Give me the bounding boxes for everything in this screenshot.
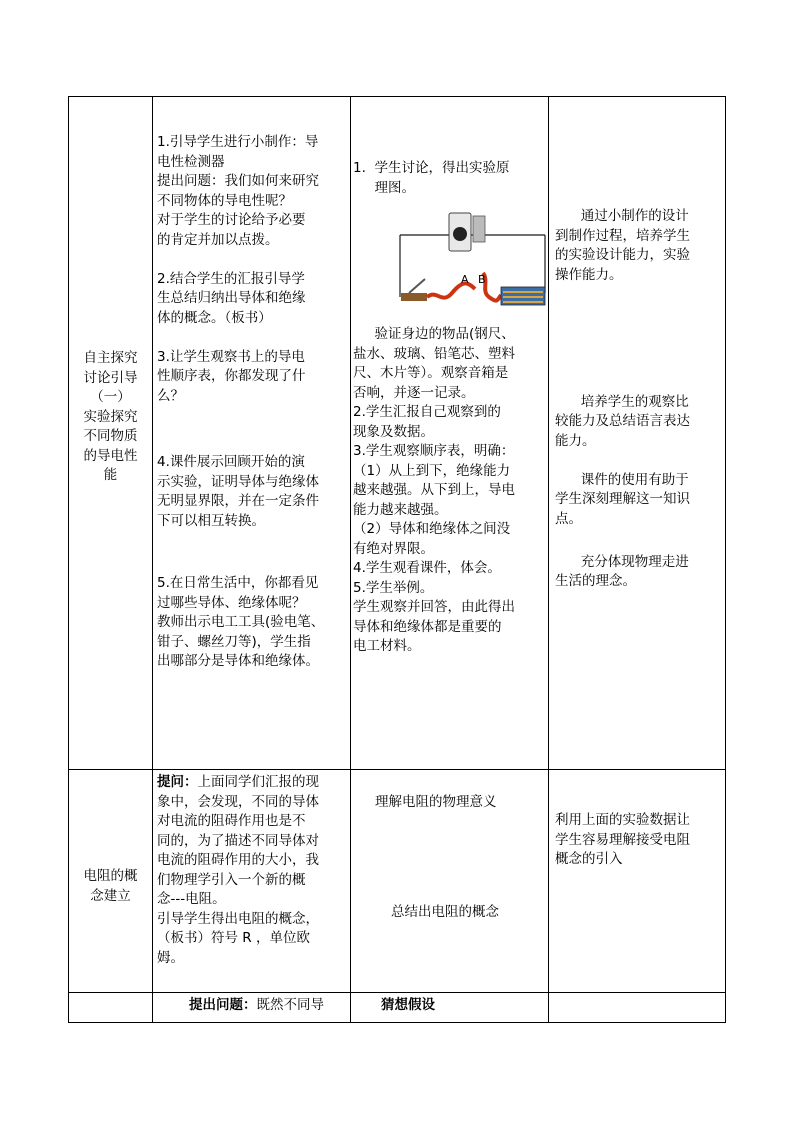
teacher-step-line: 无明显界限，并在一定条件 xyxy=(157,493,319,509)
column-divider xyxy=(152,97,153,1022)
teacher-step-line: 示实验，证明导体与绝缘体 xyxy=(157,473,319,490)
teacher-step-line: 教师出示电工工具(验电笔、 xyxy=(157,614,325,630)
student-step-line: （1）从上到下，绝缘能力 xyxy=(353,462,511,479)
question-label: 提问： xyxy=(157,774,198,790)
row1-student-activity-cell xyxy=(353,159,547,198)
row1-teacher-activity-cell xyxy=(157,133,349,672)
student-step-line: 否响，并逐一记录。 xyxy=(353,384,475,401)
stage-title-line: 能 xyxy=(103,467,118,483)
student-step-line: 1. 学生讨论，得出实验原 xyxy=(353,160,510,176)
student-step-line: 4.学生观看课件，体会。 xyxy=(353,560,501,576)
teacher-step-line: 象中，会发现，不同的导体 xyxy=(157,793,319,810)
teacher-step-line: 性顺序表，你都发现了什 xyxy=(157,368,306,384)
teacher-step-line: 姆。 xyxy=(157,949,184,966)
speaker-cone xyxy=(453,227,467,241)
student-step-line: 能力越来越强。 xyxy=(353,501,448,518)
teacher-step-line: 4.课件展示回顾开始的演 xyxy=(157,454,305,470)
student-step-line: 学生观察并回答，由此得出 xyxy=(353,599,515,615)
teacher-step-line: 同的，为了描述不同导体对 xyxy=(157,832,319,849)
teacher-step-line: 体的概念。（板书） xyxy=(157,309,272,326)
teacher-step-line: 么？ xyxy=(157,387,184,404)
teacher-step-line: 电性检测器 xyxy=(157,153,225,170)
switch-lever xyxy=(409,279,425,293)
stage-title-line: 电阻的概 xyxy=(83,868,138,884)
student-step-line: 尺、木片等）。观察音箱是 xyxy=(353,365,509,381)
design-intent-line: 学生深刻理解这一知识 xyxy=(555,491,690,507)
row2-design-intent-cell xyxy=(555,811,725,870)
teacher-step-line: 们物理学引入一个新的概 xyxy=(157,871,306,888)
row-divider xyxy=(69,992,725,993)
column-divider xyxy=(548,97,549,1022)
hypothesis-label: 猜想假设 xyxy=(381,997,435,1013)
design-intent-line: 课件的使用有助于 xyxy=(555,471,689,488)
row3-teacher-activity-cell xyxy=(189,996,349,1016)
switch-base-icon xyxy=(401,293,427,301)
teacher-step-line: 念---电阻。 xyxy=(157,891,226,907)
teacher-step-line: 提出问题：我们如何来研究 xyxy=(157,173,319,189)
teacher-step-line: 的肯定并加以点拨。 xyxy=(157,231,279,248)
student-step-line: 5.学生举例。 xyxy=(353,579,434,596)
design-intent-line: 生活的理念。 xyxy=(555,573,636,589)
student-step-line: 盐水、玻璃、铅笔芯、塑料 xyxy=(353,345,515,362)
student-step-line: 电工材料。 xyxy=(353,638,421,654)
row1-student-activity-rest xyxy=(353,325,547,657)
design-intent-line: 较能力及总结语言表达 xyxy=(555,413,690,429)
stage-title-line: 的导电性 xyxy=(83,447,138,464)
row1-design-intent-cell xyxy=(555,207,725,592)
design-intent-line: 充分体现物理走进 xyxy=(555,553,689,570)
student-step-line: 越来越强。从下到上，导电 xyxy=(353,482,515,498)
teacher-step-line: 2.结合学生的汇报引导学 xyxy=(157,270,305,287)
student-step-line: 3.学生观察顺序表，明确： xyxy=(353,443,515,459)
stage-title-line: 念建立 xyxy=(90,887,131,904)
teacher-step-line: （板书）符号 R ，单位欧 xyxy=(157,930,310,946)
teacher-step-line: 对于学生的讨论给予必要 xyxy=(157,212,306,228)
row1-stage-cell xyxy=(69,349,152,486)
understand-resistance-text: 理解电阻的物理意义 xyxy=(375,794,497,810)
stage-title-line: （一） xyxy=(90,389,131,405)
design-intent-line: 学生容易理解接受电阻 xyxy=(555,831,690,848)
design-intent-line: 的实验设计能力，实验 xyxy=(555,247,690,263)
design-intent-line: 利用上面的实验数据让 xyxy=(555,812,690,828)
student-step-line: 2.学生汇报自己观察到的 xyxy=(353,404,501,420)
design-intent-line: 能力。 xyxy=(555,432,596,449)
teacher-step-line: 5.在日常生活中，你都看见 xyxy=(157,575,319,591)
design-intent-line: 点。 xyxy=(555,510,582,527)
row2-student-summary-cell xyxy=(391,903,547,923)
student-step-line: 验证身边的物品(钢尺、 xyxy=(353,326,515,342)
teacher-step-line: 提问：上面同学们汇报的现 xyxy=(157,774,319,790)
design-intent-line: 通过小制作的设计 xyxy=(555,208,689,224)
student-step-line: （2）导体和绝缘体之间没 xyxy=(353,521,511,537)
teacher-step-line: 1.引导学生进行小制作：导 xyxy=(157,134,319,150)
student-step-line: 导体和绝缘体都是重要的 xyxy=(353,618,502,635)
teacher-step-line: 生总结归纳出导体和绝缘 xyxy=(157,290,306,306)
design-intent-line: 操作能力。 xyxy=(555,266,623,283)
teacher-step-line: 下可以相互转换。 xyxy=(157,512,265,529)
teacher-step-line: 出哪部分是导体和绝缘体。 xyxy=(157,653,319,669)
stage-title-line: 讨论引导 xyxy=(83,369,138,386)
lesson-plan-table xyxy=(68,96,726,1023)
stage-title-line: 不同物质 xyxy=(83,428,138,444)
teacher-step-line: 3.让学生观察书上的导电 xyxy=(157,348,305,365)
teacher-step-line: 过哪些导体、绝缘体呢？ xyxy=(157,594,306,611)
speaker-side xyxy=(473,216,485,242)
red-wire-b xyxy=(483,273,501,301)
teacher-step-line: 不同物体的导电性呢？ xyxy=(157,192,292,209)
circuit-diagram xyxy=(397,209,547,309)
row3-student-activity-cell xyxy=(381,996,541,1016)
design-intent-line: 概念的引入 xyxy=(555,851,623,867)
teacher-step-line: 钳子、螺丝刀等)，学生指 xyxy=(157,633,311,650)
design-intent-line: 到制作过程，培养学生 xyxy=(555,227,690,244)
stage-title-line: 实验探究 xyxy=(83,408,138,425)
raise-question-text: 既然不同导 xyxy=(256,997,324,1013)
summarize-resistance-text: 总结出电阻的概念 xyxy=(391,904,499,920)
teacher-step-line: 对电流的阻碍作用也是不 xyxy=(157,813,306,829)
row-divider xyxy=(69,769,725,770)
column-divider xyxy=(350,97,351,1022)
design-intent-line: 培养学生的观察比 xyxy=(555,393,689,410)
raise-question-label: 提出问题： xyxy=(189,997,257,1013)
row2-stage-cell xyxy=(69,867,152,906)
student-step-line: 现象及数据。 xyxy=(353,423,434,440)
stage-title-line: 自主探究 xyxy=(83,350,138,366)
row2-teacher-activity-cell xyxy=(157,773,349,968)
terminal-b-label: B xyxy=(478,273,486,286)
teacher-step-line: 电流的阻碍作用的大小，我 xyxy=(157,852,319,868)
student-step-line: 理图。 xyxy=(353,179,415,196)
row2-student-activity-cell xyxy=(375,793,547,813)
teacher-step-line: 引导学生得出电阻的概念， xyxy=(157,910,319,927)
terminal-a-label: A xyxy=(461,273,469,286)
student-step-line: 有绝对界限。 xyxy=(353,540,434,557)
